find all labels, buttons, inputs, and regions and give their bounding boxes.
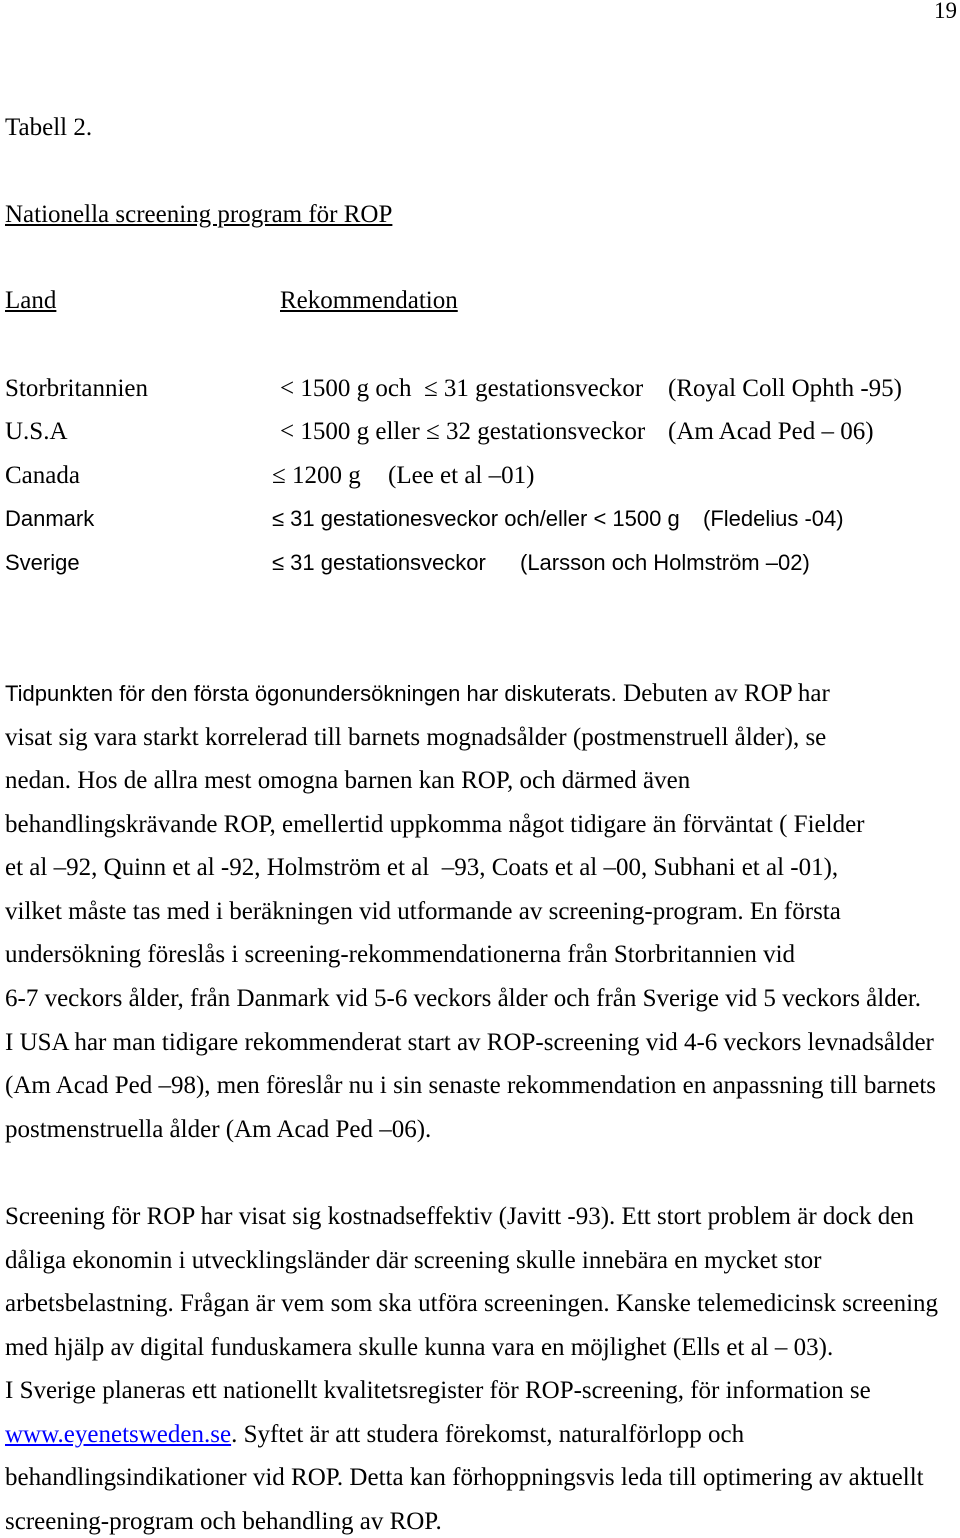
row-country: Danmark (5, 506, 95, 531)
row-reference: (Fledelius -04) (703, 506, 844, 531)
text-line (5, 1421, 744, 1449)
text-line: (Am Acad Ped –98), men föreslår nu i sin senaste rekommendation en anpassning till barnets (5, 1072, 937, 1099)
text-line: I Sverige planeras ett nationellt kvalitetsregister för ROP-screening, för information se (5, 1377, 871, 1404)
text-line: nedan. Hos de allra mest omogna barnen kan ROP, och därmed även (5, 767, 691, 794)
table-row (0, 505, 960, 533)
text-line: undersökning föreslås i screening-rekommendationerna från Storbritannien vid (5, 941, 796, 968)
text-line: visat sig vara starkt korrelerad till barnets mognadsålder (postmenstruell ålder), se (5, 724, 827, 751)
text-line: dåliga ekonomin i utvecklingsländer där screening skulle innebära en mycket stor (5, 1247, 822, 1274)
row-country: Storbritannien (5, 375, 149, 402)
lead-sentence: Tidpunkten för den första ögonundersökningen har diskuterats. (5, 681, 617, 706)
row-criteria: < 1500 g och ≤ 31 gestationsveckor (280, 375, 644, 402)
row-country: Sverige (5, 550, 80, 575)
table-row (0, 375, 960, 403)
page-number: 19 (934, 0, 957, 23)
text-line: arbetsbelastning. Frågan är vem som ska utföra screeningen. Kanske telemedicinsk screening (5, 1290, 939, 1317)
table-header-row (0, 287, 960, 315)
column-header-recommendation: Rekommendation (280, 287, 458, 314)
text-line: 6-7 veckors ålder, från Danmark vid 5-6 veckors ålder och från Sverige vid 5 veckors ålder. (5, 985, 922, 1012)
eyenet-link[interactable]: www.eyenetsweden.se (5, 1421, 232, 1448)
row-country: U.S.A (5, 418, 68, 445)
text-line: vilket måste tas med i beräkningen vid utformande av screening-program. En första (5, 898, 841, 925)
text-line: med hjälp av digital funduskamera skulle kunna vara en möjlighet (Ells et al – 03). (5, 1334, 834, 1361)
text-line: behandlingsindikationer vid ROP. Detta kan förhoppningsvis leda till optimering av aktuellt (5, 1464, 924, 1491)
text-line: screening-program och behandling av ROP. (5, 1508, 442, 1535)
text-line: et al –92, Quinn et al -92, Holmström et al –93, Coats et al –00, Subhani et al -01), (5, 854, 839, 881)
row-reference: (Royal Coll Ophth -95) (668, 375, 903, 402)
table-label: Tabell 2. (5, 114, 93, 141)
table-row (0, 549, 960, 577)
text-line (5, 680, 830, 708)
after-link-text: . Syftet är att studera förekomst, naturalförlopp och (231, 1421, 745, 1448)
table-row (0, 462, 960, 490)
column-header-country: Land (5, 287, 57, 314)
lead-line-rest: Debuten av ROP har (616, 680, 830, 707)
text-line: postmenstruella ålder (Am Acad Ped –06). (5, 1116, 432, 1143)
row-criteria: < 1500 g eller ≤ 32 gestationsveckor (280, 418, 646, 445)
text-line: behandlingskrävande ROP, emellertid uppkomma något tidigare än förväntat ( Fielder (5, 811, 865, 838)
row-criteria: ≤ 31 gestationsveckor (272, 550, 486, 575)
table-row (0, 418, 960, 446)
row-criteria: ≤ 1200 g (272, 462, 361, 489)
row-criteria: ≤ 31 gestationesveckor och/eller < 1500 g (272, 506, 680, 531)
text-line: I USA har man tidigare rekommenderat start av ROP-screening vid 4-6 veckors levnadsålder (5, 1029, 934, 1056)
row-country: Canada (5, 462, 80, 489)
row-reference: (Lee et al –01) (388, 462, 535, 489)
table-title: Nationella screening program för ROP (5, 201, 393, 228)
row-reference: (Larsson och Holmström –02) (520, 550, 810, 575)
text-line: Screening för ROP har visat sig kostnadseffektiv (Javitt -93). Ett stort problem är dock den (5, 1203, 914, 1230)
row-reference: (Am Acad Ped – 06) (668, 418, 874, 445)
